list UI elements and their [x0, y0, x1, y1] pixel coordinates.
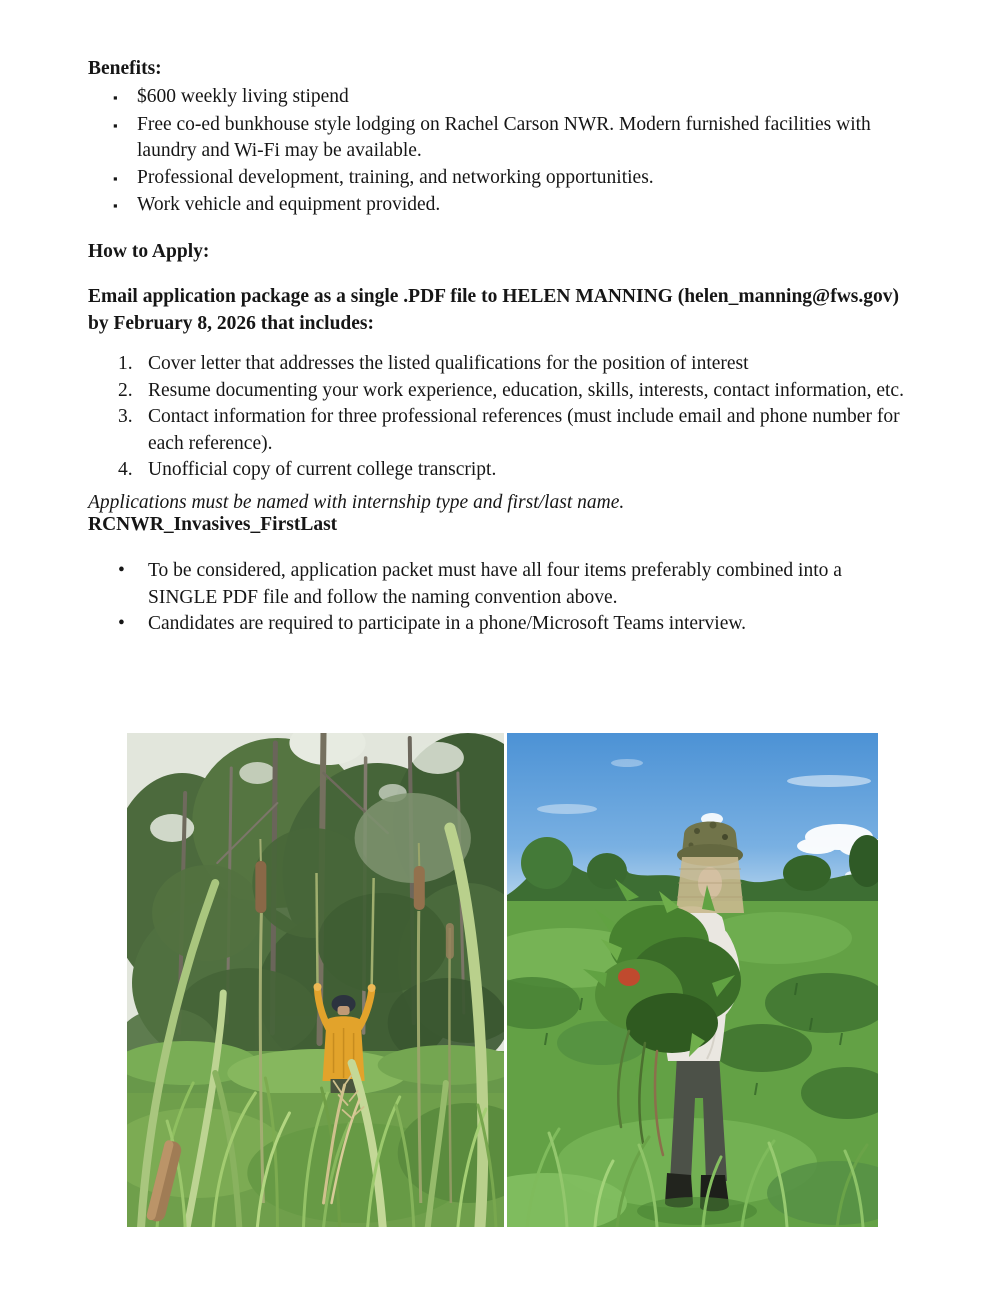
square-bullet-icon: ▪	[113, 170, 118, 186]
round-bullet-icon: •	[118, 613, 125, 634]
benefits-item	[113, 112, 907, 165]
item-number: 4.	[118, 459, 133, 480]
email-instructions-line: Email application package as a single .PDF file to HELEN MANNING (helen_manning@fws.gov)	[88, 286, 899, 307]
application-notes-list	[118, 558, 878, 638]
square-bullet-icon: ▪	[113, 117, 118, 133]
square-bullet-icon: ▪	[113, 198, 118, 213]
note-item-text: To be considered, application packet must have all four items preferably combined into a SINGLE PDF file and follow the naming convention above.	[148, 560, 842, 608]
note-item	[118, 558, 878, 611]
benefits-item-text: Work vehicle and equipment provided.	[137, 194, 441, 215]
item-number: 1.	[118, 353, 133, 374]
benefits-heading: Benefits:	[88, 58, 162, 79]
naming-convention-note: Applications must be named with internship type and first/last name.	[88, 492, 625, 513]
invasive-plant-pull-photo-art	[507, 733, 878, 1227]
benefits-item-text: $600 weekly living stipend	[137, 86, 349, 107]
application-item-text: Resume documenting your work experience, education, skills, interests, contact information, etc.	[148, 379, 904, 401]
benefits-item	[113, 192, 907, 220]
benefits-list	[113, 84, 907, 220]
item-number: 3.	[118, 406, 133, 427]
benefits-item	[113, 84, 907, 112]
cattail-marsh-photo	[127, 733, 504, 1227]
application-items-list	[118, 351, 928, 484]
how-to-apply-heading: How to Apply:	[88, 241, 210, 262]
email-instructions	[88, 284, 948, 337]
application-item-text: Cover letter that addresses the listed qualifications for the position of interest	[148, 353, 749, 374]
note-item	[118, 611, 878, 638]
application-item-text: Contact information for three professional references (must include email and phone number for each reference).	[148, 406, 900, 454]
item-number: 2.	[118, 379, 133, 401]
square-bullet-icon: ▪	[113, 90, 118, 105]
file-naming-example: RCNWR_Invasives_FirstLast	[88, 514, 338, 535]
cattail-marsh-photo-art	[127, 733, 504, 1227]
invasive-plant-pull-photo	[507, 733, 878, 1227]
note-item-text: Candidates are required to participate in a phone/Microsoft Teams interview.	[148, 613, 747, 634]
application-item-text: Unofficial copy of current college transcript.	[148, 459, 497, 480]
benefits-item-text: Free co-ed bunkhouse style lodging on Rachel Carson NWR. Modern furnished facilities with laundry and Wi-Fi may be available.	[137, 113, 871, 161]
application-item	[118, 404, 928, 457]
benefits-item	[113, 165, 907, 193]
application-item	[118, 378, 928, 405]
round-bullet-icon: •	[118, 560, 125, 581]
application-item	[118, 457, 928, 484]
email-instructions-line: by February 8, 2026 that includes:	[88, 312, 375, 334]
benefits-item-text: Professional development, training, and networking opportunities.	[137, 166, 654, 188]
application-item	[118, 351, 928, 378]
